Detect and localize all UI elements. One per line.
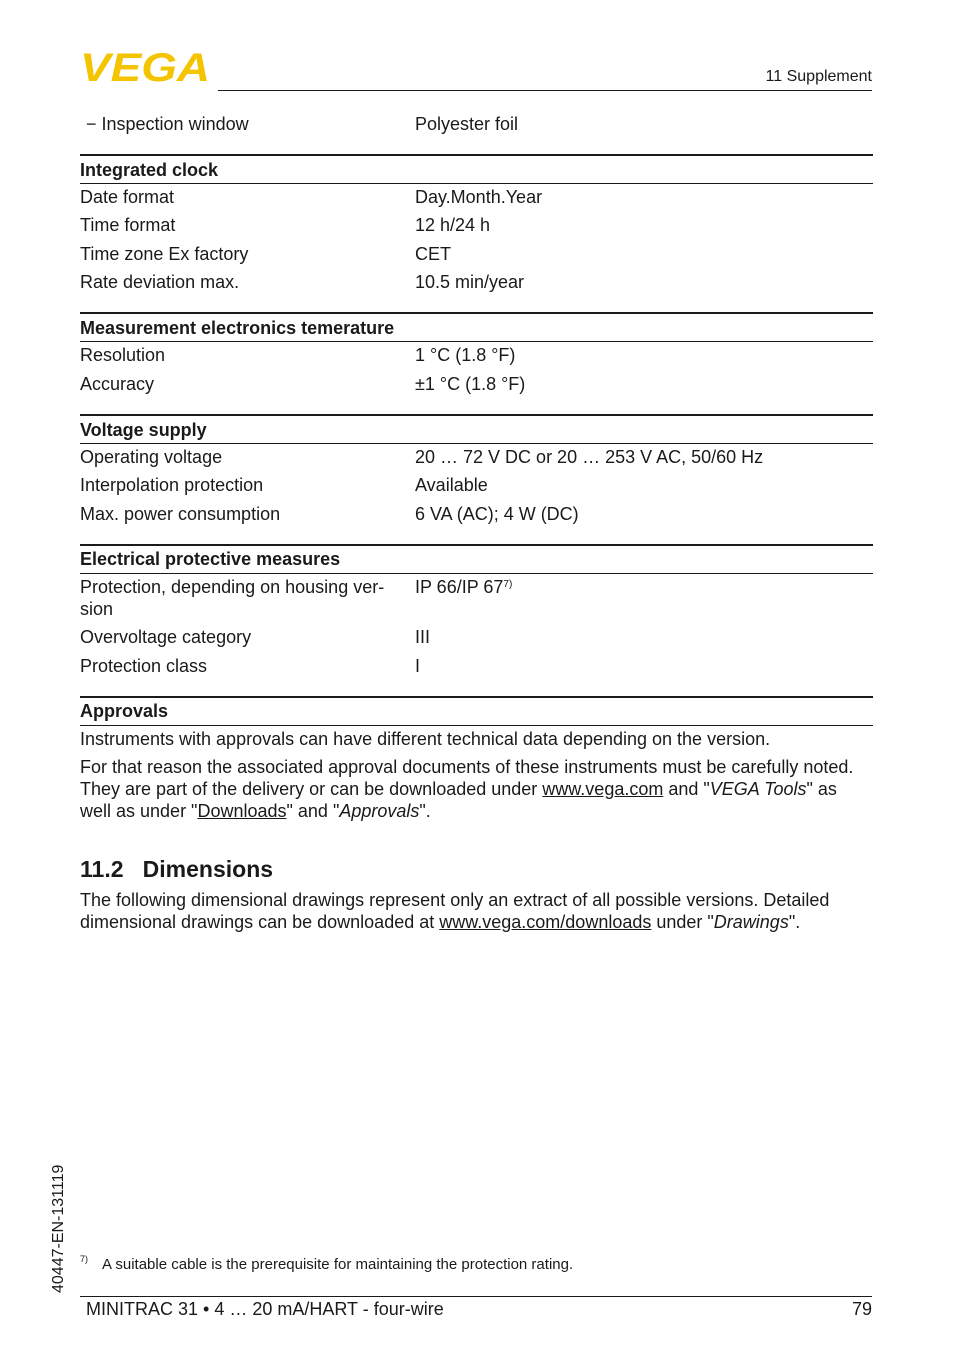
section-bottom-rule xyxy=(80,573,873,574)
footer-product: MINITRAC 31 • 4 … 20 mA/HART - four-wire xyxy=(86,1299,444,1319)
section-top-rule xyxy=(80,544,873,546)
section-bottom-rule xyxy=(80,341,873,342)
vega-logo xyxy=(80,50,212,84)
link-downloads[interactable]: Downloads xyxy=(197,801,287,821)
section-title-electrical: Electrical protective measures xyxy=(80,549,341,569)
link-vega-com[interactable]: www.vega.com xyxy=(542,779,664,799)
footnote-mark: 7) xyxy=(80,1254,89,1264)
section-top-rule xyxy=(80,154,873,156)
dimensions-paragraph: The following dimensional drawings represent only an extract of all possible versions. Detailed dimensional drawings can be downloaded at www.vega.com/downloads under "Drawings". xyxy=(80,890,830,932)
section-bottom-rule xyxy=(80,443,873,444)
header-rule xyxy=(218,90,872,91)
footnote: $^{7)}$ A suitable cable is the prerequisite for maintaining the protection rating. xyxy=(80,1254,574,1273)
section-title-temperature: Measurement electronics temerature xyxy=(80,318,395,338)
table-row: Protection, depending on housing ver- sion IP 66/IP 67$^{7)}$ xyxy=(80,577,513,619)
section-title-voltage: Voltage supply xyxy=(80,420,207,440)
footer-rule xyxy=(80,1296,872,1297)
section-bottom-rule xyxy=(80,183,873,184)
section-heading-dimensions: 11.2 Dimensions xyxy=(80,856,274,882)
footnote-ref: 7) xyxy=(503,579,513,590)
approvals-paragraph-2: For that reason the associated approval documents of these instruments must be carefully noted. They are part of the delivery or can be downloaded under www.vega.com and "VEGA Tools" as well as under "Downloads" and "Approvals". xyxy=(80,757,854,821)
section-title-approvals: Approvals xyxy=(80,701,169,721)
approvals-paragraph-1: Instruments with approvals can have different technical data depending on the version. xyxy=(80,729,771,749)
section-title-clock: Integrated clock xyxy=(80,160,219,180)
section-top-rule xyxy=(80,312,873,314)
document-code: 40447-EN-131119 xyxy=(50,1164,67,1293)
page-number: 79 xyxy=(851,1299,872,1319)
section-top-rule xyxy=(80,696,873,698)
link-vega-downloads[interactable]: www.vega.com/downloads xyxy=(439,912,652,932)
section-bottom-rule xyxy=(80,725,873,726)
svg-text:VEGA: VEGA xyxy=(80,50,210,84)
header-section-title: 11 Supplement xyxy=(765,68,872,85)
section-top-rule xyxy=(80,414,873,416)
